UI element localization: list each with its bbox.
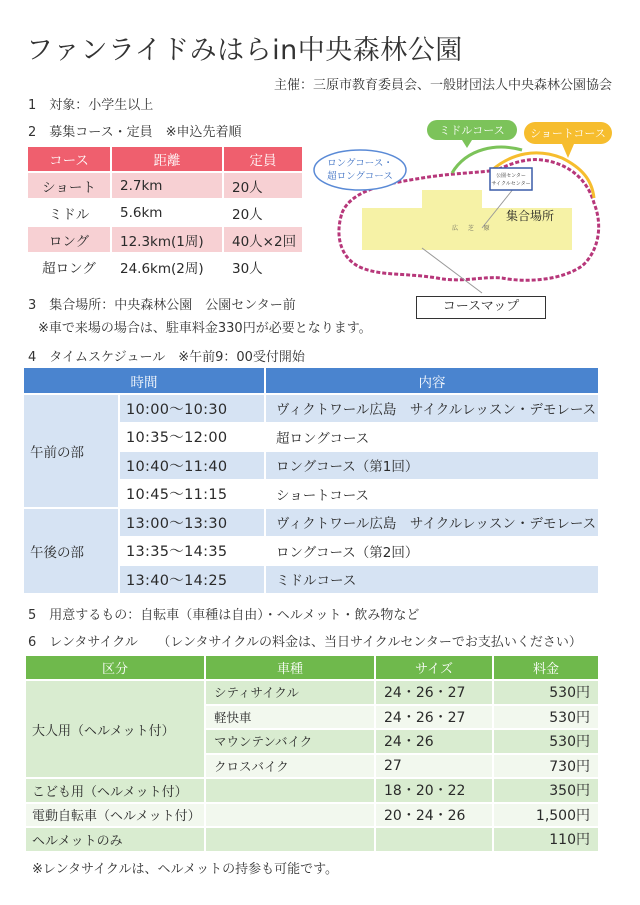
table-row xyxy=(23,394,599,423)
table-row xyxy=(25,680,599,705)
schedule-content: ミドルコース xyxy=(265,565,599,594)
header-course: コース xyxy=(27,146,111,172)
bike-price: 1,500円 xyxy=(493,803,599,828)
bike-price: 110円 xyxy=(493,827,599,852)
bike-size: 24・26・27 xyxy=(375,680,493,705)
long-course-label: ロングコース・ xyxy=(327,158,393,169)
schedule-table xyxy=(22,366,600,595)
bike-price: 530円 xyxy=(493,680,599,705)
bike-type: 軽快車 xyxy=(205,705,375,730)
course-map xyxy=(312,118,617,318)
schedule-time: 10:45～11:15 xyxy=(119,480,265,509)
schedule-table-header xyxy=(23,367,599,394)
long-course-label: 超ロングコース xyxy=(327,171,393,182)
rental-table-header xyxy=(25,655,599,680)
page-title: ファンライドみはらin中央森林公園 xyxy=(26,35,463,66)
course-name: ショート xyxy=(27,172,111,199)
rental-category: こども用（ヘルメット付） xyxy=(25,778,205,803)
bike-type xyxy=(205,827,375,852)
bike-price: 530円 xyxy=(493,729,599,754)
parking-note: ※車で来場の場合は、駐車料金330円が必要となります。 xyxy=(38,321,372,336)
bike-size: 20・24・26 xyxy=(375,803,493,828)
course-distance: 12.3km(1周) xyxy=(111,226,223,253)
schedule-time: 10:00～10:30 xyxy=(119,394,265,423)
course-distance: 24.6km(2周) xyxy=(111,253,223,280)
schedule-content: ロングコース（第2回） xyxy=(265,537,599,566)
rental-category: ヘルメットのみ xyxy=(25,827,205,852)
course-name: ミドル xyxy=(27,199,111,226)
schedule-time: 10:35～12:00 xyxy=(119,423,265,452)
middle-course-label-pointer xyxy=(462,140,472,148)
course-capacity: 30人 xyxy=(223,253,303,280)
center-label: サイクルセンター xyxy=(491,181,531,187)
course-distance: 5.6km xyxy=(111,199,223,226)
bike-type xyxy=(205,803,375,828)
bike-price: 530円 xyxy=(493,705,599,730)
course-name: 超ロング xyxy=(27,253,111,280)
header-price: 料金 xyxy=(493,655,599,680)
schedule-time: 13:40～14:25 xyxy=(119,565,265,594)
bike-size: 24・26 xyxy=(375,729,493,754)
bike-size: 24・26・27 xyxy=(375,705,493,730)
course-table xyxy=(26,145,304,281)
bike-price: 350円 xyxy=(493,778,599,803)
schedule-time: 13:35～14:35 xyxy=(119,537,265,566)
header-content: 内容 xyxy=(265,367,599,394)
course-capacity: 20人 xyxy=(223,172,303,199)
course-capacity: 20人 xyxy=(223,199,303,226)
section-meeting: 3 集合場所：中央森林公園 公園センター前 xyxy=(28,298,296,313)
bike-type xyxy=(205,778,375,803)
table-row xyxy=(25,803,599,828)
bike-type: マウンテンバイク xyxy=(205,729,375,754)
plaza-label: 広 芝 原 xyxy=(452,225,490,232)
center-label: 公園センター xyxy=(496,173,526,179)
section-courses: 2 募集コース・定員 ※申込先着順 xyxy=(28,125,242,140)
table-row xyxy=(27,172,303,199)
header-distance: 距離 xyxy=(111,146,223,172)
table-row xyxy=(27,199,303,226)
section-target: 1 対象：小学生以上 xyxy=(28,98,154,113)
course-capacity: 40人×2回 xyxy=(223,226,303,253)
header-time: 時間 xyxy=(23,367,265,394)
short-course-label-pointer xyxy=(562,144,574,158)
bike-type: シティサイクル xyxy=(205,680,375,705)
bike-size: 18・20・22 xyxy=(375,778,493,803)
header-category: 区分 xyxy=(25,655,205,680)
section-schedule: 4 タイムスケジュール ※午前9：00受付開始 xyxy=(28,350,305,365)
schedule-time: 10:40～11:40 xyxy=(119,451,265,480)
rental-table xyxy=(24,654,600,853)
rental-category: 電動自転車（ヘルメット付） xyxy=(25,803,205,828)
table-row xyxy=(25,827,599,852)
section-rental: 6 レンタサイクル （レンタサイクルの料金は、当日サイクルセンターでお支払いください） xyxy=(28,635,582,650)
bike-size: 27 xyxy=(375,754,493,779)
adult-category: 大人用（ヘルメット付） xyxy=(25,680,205,778)
header-bike-type: 車種 xyxy=(205,655,375,680)
long-course-label-bubble xyxy=(314,150,406,190)
course-map-button[interactable]: コースマップ xyxy=(416,296,546,319)
table-row xyxy=(25,778,599,803)
organizer-text: 主催：三原市教育委員会、一般財団法人中央森林公園協会 xyxy=(273,78,612,93)
afternoon-part-label: 午後の部 xyxy=(23,508,119,594)
header-capacity: 定員 xyxy=(223,146,303,172)
schedule-content: ヴィクトワール広島 サイクルレッスン・デモレース xyxy=(265,394,599,423)
road-line xyxy=(422,248,482,293)
bike-price: 730円 xyxy=(493,754,599,779)
section-bring: 5 用意するもの：自転車（車種は自由）・ヘルメット・飲み物など xyxy=(28,608,420,623)
schedule-time: 13:00～13:30 xyxy=(119,508,265,537)
middle-course-label: ミドルコース xyxy=(439,124,505,137)
bike-type: クロスバイク xyxy=(205,754,375,779)
meeting-area-shape xyxy=(422,190,482,212)
header-size: サイズ xyxy=(375,655,493,680)
table-row xyxy=(27,253,303,280)
helmet-note: ※レンタサイクルは、ヘルメットの持参も可能です。 xyxy=(32,862,339,877)
meeting-label: 集合場所 xyxy=(506,209,555,223)
course-table-header xyxy=(27,146,303,172)
table-row xyxy=(27,226,303,253)
schedule-content: 超ロングコース xyxy=(265,423,599,452)
morning-part-label: 午前の部 xyxy=(23,394,119,508)
schedule-content: ロングコース（第1回） xyxy=(265,451,599,480)
bike-size xyxy=(375,827,493,852)
schedule-content: ショートコース xyxy=(265,480,599,509)
schedule-content: ヴィクトワール広島 サイクルレッスン・デモレース xyxy=(265,508,599,537)
short-course-label: ショートコース xyxy=(530,127,606,140)
course-distance: 2.7km xyxy=(111,172,223,199)
course-name: ロング xyxy=(27,226,111,253)
table-row xyxy=(23,508,599,537)
